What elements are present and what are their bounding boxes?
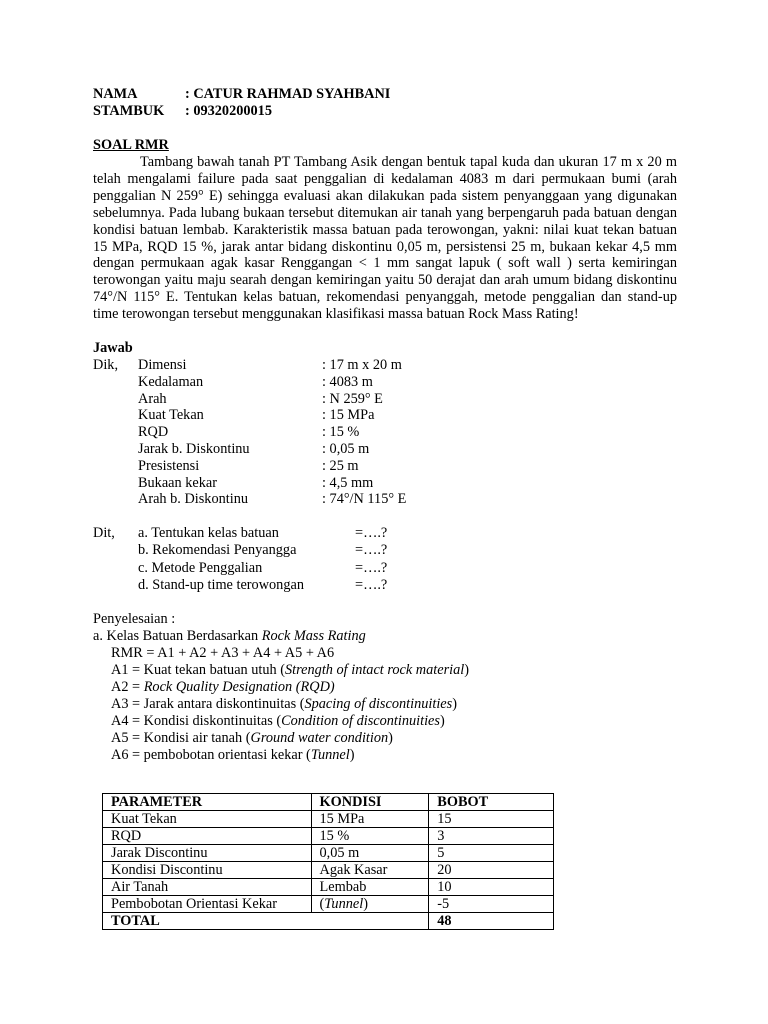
parameter-cell: Kondisi Discontinu xyxy=(103,862,312,879)
dik-value: : 74°/N 115° E xyxy=(322,491,407,508)
dit-answer: =….? xyxy=(355,525,388,542)
paren-open: ( xyxy=(319,896,325,912)
total-label: TOTAL xyxy=(103,913,429,930)
dik-prefix xyxy=(93,374,138,391)
dik-prefix xyxy=(93,491,138,508)
kondisi-cell: Lembab xyxy=(311,879,429,896)
dit-prefix: Dit, xyxy=(93,525,115,542)
table-row xyxy=(103,811,554,828)
dit-prefix xyxy=(93,577,138,594)
dik-list xyxy=(93,357,677,508)
dik-prefix xyxy=(93,391,138,408)
paren-close: ) xyxy=(363,896,368,912)
parameter-cell: Jarak Discontinu xyxy=(103,845,312,862)
bobot-cell: 5 xyxy=(429,845,554,862)
table-row xyxy=(103,896,554,913)
penyelesaian-title: Penyelesaian : xyxy=(93,611,176,628)
dik-prefix xyxy=(93,458,138,475)
name-row xyxy=(93,86,677,103)
dik-prefix xyxy=(93,407,138,424)
header-kondisi: KONDISI xyxy=(311,794,429,811)
kondisi-cell: 15 % xyxy=(311,828,429,845)
definition-it: Ground water condition xyxy=(250,730,389,747)
bobot-cell: 10 xyxy=(429,879,554,896)
name-value: : CATUR RAHMAD SYAHBANI xyxy=(185,86,391,102)
definition-pre: A6 = pembobotan orientasi kekar ( xyxy=(111,747,311,764)
kondisi-cell: 0,05 m xyxy=(311,845,429,862)
definition-post: ) xyxy=(464,662,470,679)
parameter-cell: Air Tanah xyxy=(103,879,312,896)
dit-prefix xyxy=(93,542,138,559)
soal-title: SOAL RMR xyxy=(93,137,169,153)
table-total-row xyxy=(103,913,554,930)
definition-item xyxy=(111,747,677,764)
table-row xyxy=(103,879,554,896)
stambuk-label: STAMBUK xyxy=(93,103,165,119)
dik-value: : 25 m xyxy=(322,457,359,474)
dit-list xyxy=(93,525,677,594)
section-a-heading xyxy=(93,628,677,645)
definition-pre: A4 = Kondisi diskontinuitas ( xyxy=(111,713,282,730)
dit-question: d. Stand-up time terowongan xyxy=(138,576,304,593)
table-header-row xyxy=(103,794,554,811)
name-label: NAMA xyxy=(93,86,138,102)
dik-value: : 15 % xyxy=(322,424,360,441)
dik-value: : 4083 m xyxy=(322,373,373,390)
dik-label: Kuat Tekan xyxy=(138,407,204,424)
table-row xyxy=(103,845,554,862)
definition-it: Rock Quality Designation (RQD) xyxy=(143,679,335,696)
definition-item xyxy=(111,696,677,713)
parameter-cell: RQD xyxy=(103,828,312,845)
definition-post: ) xyxy=(388,730,393,747)
dit-question: b. Rekomendasi Penyangga xyxy=(138,542,297,559)
table-row xyxy=(103,862,554,879)
dik-prefix xyxy=(93,441,138,458)
definition-item xyxy=(111,679,677,696)
parameter-cell: Pembobotan Orientasi Kekar xyxy=(103,896,312,913)
definition-pre: A1 = Kuat tekan batuan utuh ( xyxy=(111,662,286,679)
bobot-cell: 3 xyxy=(429,828,554,845)
dik-value: : 0,05 m xyxy=(322,441,370,458)
dik-value: : N 259° E xyxy=(322,390,383,407)
dik-prefix xyxy=(93,424,138,441)
dik-label: Bukaan kekar xyxy=(138,474,217,491)
definition-pre: A5 = Kondisi air tanah ( xyxy=(111,730,251,747)
definition-pre: A2 = xyxy=(111,679,144,696)
dit-answer: =….? xyxy=(355,559,388,576)
dit-answer: =….? xyxy=(355,576,388,593)
kondisi-cell: 15 MPa xyxy=(311,811,429,828)
section-a-prefix: a. Kelas Batuan Berdasarkan xyxy=(93,628,262,645)
dik-value: : 4,5 mm xyxy=(322,474,374,491)
section-a-italic: Rock Mass Rating xyxy=(261,628,366,645)
rmr-table xyxy=(102,793,554,930)
header-bobot: BOBOT xyxy=(429,794,554,811)
definition-it: Tunnel xyxy=(310,747,350,764)
dik-label: Arah xyxy=(138,390,167,407)
total-value: 48 xyxy=(429,913,554,930)
dik-value: : 17 m x 20 m xyxy=(322,357,402,374)
dik-label: Presistensi xyxy=(138,457,200,474)
definitions-list xyxy=(93,662,677,764)
dit-answer: =….? xyxy=(355,542,388,559)
stambuk-value: : 09320200015 xyxy=(185,103,272,119)
definition-item xyxy=(111,713,677,730)
definition-post: ) xyxy=(349,747,355,764)
definition-item xyxy=(111,662,677,679)
bobot-cell: 15 xyxy=(429,811,554,828)
soal-paragraph xyxy=(93,154,677,323)
definition-post: ) xyxy=(439,713,445,730)
definition-it: Spacing of discontinuities xyxy=(304,696,453,713)
stambuk-row xyxy=(93,103,677,120)
kondisi-cell: Agak Kasar xyxy=(311,862,429,879)
dik-label: Kedalaman xyxy=(138,373,204,390)
dik-value: : 15 MPa xyxy=(322,407,375,424)
definition-it: Condition of discontinuities xyxy=(281,713,440,730)
definition-it: Strength of intact rock material xyxy=(285,662,465,679)
jawab-title: Jawab xyxy=(93,340,133,357)
dik-label: Dimensi xyxy=(138,357,187,374)
definition-post: ) xyxy=(452,696,457,713)
dik-label: Jarak b. Diskontinu xyxy=(138,441,250,458)
header-parameter: PARAMETER xyxy=(103,794,312,811)
dik-label: Arah b. Diskontinu xyxy=(138,491,248,508)
dik-label: RQD xyxy=(138,424,169,441)
definition-pre: A3 = Jarak antara diskontinuitas ( xyxy=(111,696,305,713)
tunnel-text: Tunnel xyxy=(324,896,364,912)
kondisi-cell xyxy=(311,896,429,913)
soal-paragraph-text: Tambang bawah tanah PT Tambang Asik dengan bentuk tapal kuda dan ukuran 17 m x 20 m telah mengalami failure pada saat penggalian di kedalaman 4083 m dari permukaan bumi (arah penggalian N 259° E) sehingga evaluasi akan dilakukan pada sistem penyanggaan yang digunakan sebelumnya. Pada lubang bukaan tersebut ditemukan air tanah yang berpengaruh pada batuan dengan kondisi batuan lembab. Karakteristik massa batuan pada terowongan, yakni: nilai kuat tekan batuan 15 MPa, RQD 15 %, jarak antar bidang diskontinu 0,05 m, persistensi 25 m, bukaan kekar 4,5 mm dengan permukaan agak kasar Renggangan < 1 mm sangat lapuk ( soft wall ) serta kemiringan terowongan yaitu maju searah dengan kemiringan yaitu 50 derajat dan arah umum bidang diskontinu 74°/N 115° E. Tentukan kelas batuan, rekomendasi penyanggah, metode penggalian dan stand-up time terowongan tersebut menggunakan klasifikasi massa batuan Rock Mass Rating! xyxy=(93,154,677,323)
bobot-cell: 20 xyxy=(429,862,554,879)
document-page xyxy=(93,86,677,764)
rmr-formula: RMR = A1 + A2 + A3 + A4 + A5 + A6 xyxy=(111,645,335,662)
definition-item xyxy=(111,730,677,747)
dit-question: a. Tentukan kelas batuan xyxy=(138,525,279,542)
parameter-cell: Kuat Tekan xyxy=(103,811,312,828)
dik-prefix xyxy=(93,475,138,492)
bobot-cell: -5 xyxy=(429,896,554,913)
table-row xyxy=(103,828,554,845)
dik-prefix: Dik, xyxy=(93,357,119,374)
dit-prefix xyxy=(93,560,138,577)
dit-question: c. Metode Penggalian xyxy=(138,559,263,576)
